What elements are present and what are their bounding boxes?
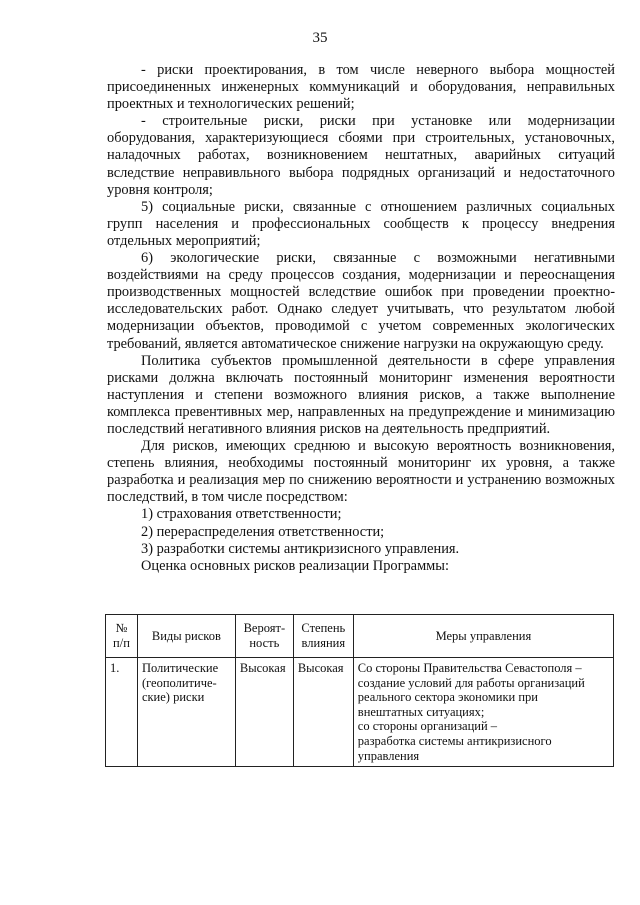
paragraph-construction-risks: - строительные риски, риски при установке или модернизации оборудования, характеризующиеся сбоями при строительных, установочных, наладочных работах, возникновением нештатных, аварийных ситуаций вследствие неправивльного выбора подрядных организаций и недостаточного уровня контроля; [107, 113, 615, 198]
cell-risk-type: Политические (геополитиче- ские) риски [137, 658, 235, 767]
table-header-row [106, 615, 614, 658]
table-row [106, 658, 614, 767]
paragraph-ecological-risks: 6) экологические риски, связанные с возможными негативными воздействиями на среду процессов создания, модернизации и переоснащения производственных мощностей вследствие ошибок при проведении проектно-исследовательских работ. Однако следует учитывать, что результатом любой модернизации объектов, проводимой с учетом современных экологических требований, является автоматическое снижение нагрузки на окружающую среду. [107, 250, 615, 352]
table-intro: Оценка основных рисков реализации Программы: [141, 557, 449, 574]
paragraph-risk-policy: Политика субъектов промышленной деятельности в сфере управления рисками должна включать постоянный мониторинг изменения вероятности наступления и степени возможного влияния рисков, а также выполнение комплекса превентивных мер, направленных на предупреждение и минимизацию последствий негативного влияния рисков на деятельность предприятий. [107, 352, 615, 437]
page-number: 35 [312, 30, 328, 46]
cell-probability: Высокая [235, 658, 293, 767]
cell-management: Со стороны Правительства Севастополя – создание условий для работы организаций реального сектора экономики при внештатных ситуациях; со стороны организаций – разработка системы антикризисного управления [353, 658, 613, 767]
list-item-anticrisis: 3) разработки системы антикризисного управления. [141, 540, 460, 557]
paragraph-social-risks: 5) социальные риски, связанные с отношением различных социальных групп населения и профессиональных сообществ к процессу внедрения отдельных мероприятий; [107, 198, 615, 249]
header-impact: Степень влияния [293, 615, 353, 658]
body-text [107, 62, 615, 575]
paragraph-risk-measures: Для рисков, имеющих среднюю и высокую вероятность возникновения, степень влияния, необходимы постоянный мониторинг их уровня, а также разработка и реализация мер по снижению вероятности и устранению возможных последствий, в том числе посредством: [107, 438, 615, 506]
header-num: № п/п [106, 615, 138, 658]
header-management: Меры управления [353, 615, 613, 658]
header-risk-type: Виды рисков [137, 615, 235, 658]
cell-impact: Высокая [293, 658, 353, 767]
risk-table [105, 614, 614, 767]
header-probability: Вероят- ность [235, 615, 293, 658]
cell-num: 1. [106, 658, 138, 767]
list-item-redistribution: 2) перераспределения ответственности; [141, 523, 385, 540]
list-item-insurance: 1) страхования ответственности; [141, 506, 342, 523]
paragraph-design-risks: - риски проектирования, в том числе неверного выбора мощностей присоединенных инженерных коммуникаций и оборудования, неправильных проектных и технологических решений; [107, 62, 615, 113]
